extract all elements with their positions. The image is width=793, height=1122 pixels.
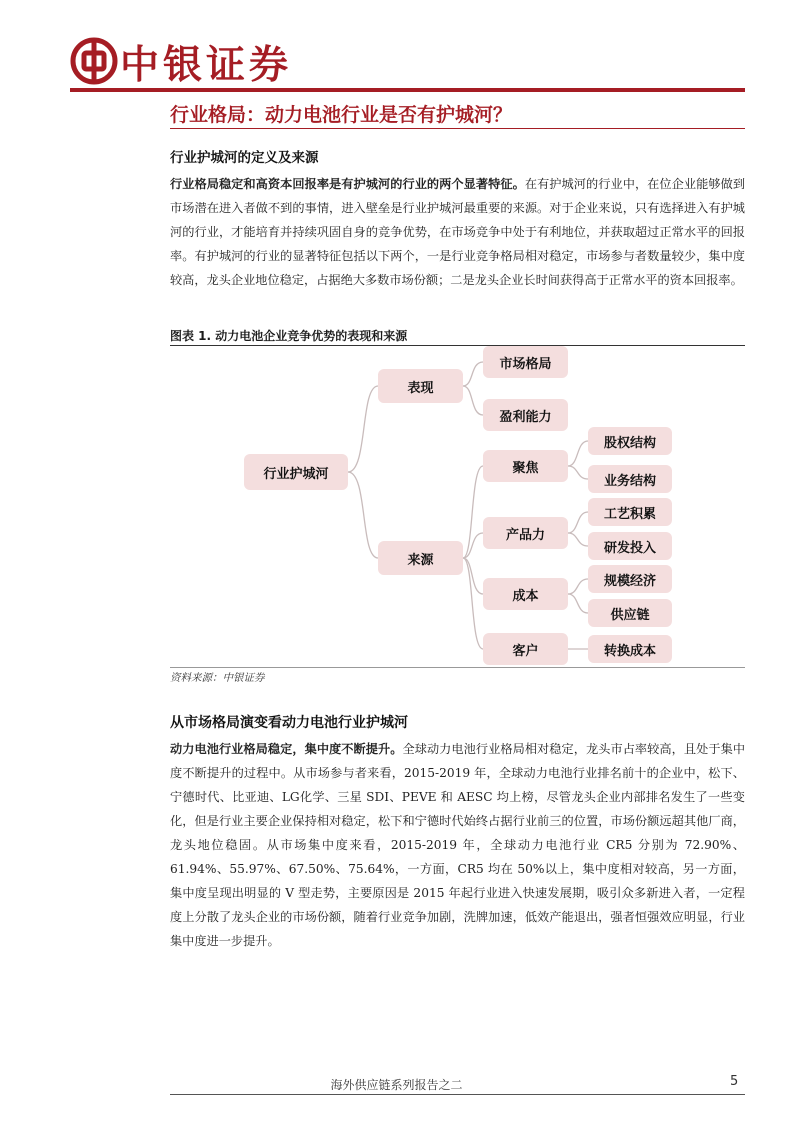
node-economies-of-scale: 规模经济 [588, 565, 672, 593]
paragraph-market-evolution [170, 737, 745, 953]
node-process-accumulation: 工艺积累 [588, 498, 672, 526]
subheading-market-evolution: 从市场格局演变看动力电池行业护城河 [170, 715, 408, 731]
node-product-strength: 产品力 [483, 517, 568, 549]
node-equity-structure: 股权结构 [588, 427, 672, 455]
paragraph-body: 在有护城河的行业中，在位企业能够做到市场潜在进入者做不到的事情，进入壁垒是行业护城河最重要的来源。对于企业来说，只有选择进入有护城河的行业，才能培育并持续巩固自身的竞争优势，在市场竞争中处于有利地位，并获取超过正常水平的回报率。有护城河的行业的显著特征包括以下两个，一是行业竞争格局相对稳定，市场参与者数量较少，集中度较高，龙头企业地位稳定，占据绝大多数市场份额；二是龙头企业长时间获得高于正常水平的资本回报率。 [170, 177, 746, 287]
node-switching-cost: 转换成本 [588, 635, 672, 663]
node-cost: 成本 [483, 578, 568, 610]
page-number: 5 [730, 1074, 739, 1089]
node-profitability: 盈利能力 [483, 399, 568, 431]
node-business-structure: 业务结构 [588, 465, 672, 493]
figure-bottom-rule [170, 667, 745, 668]
node-performance: 表现 [378, 369, 463, 403]
node-supply-chain: 供应链 [588, 599, 672, 627]
footer-report-name: 海外供应链系列报告之二 [330, 1078, 463, 1092]
node-customer: 客户 [483, 633, 568, 665]
subheading-moat-definition: 行业护城河的定义及来源 [170, 150, 319, 166]
figure-source: 资料来源：中银证券 [170, 672, 265, 684]
node-focus: 聚焦 [483, 450, 568, 482]
node-sources: 来源 [378, 541, 463, 575]
section-title: 行业格局：动力电池行业是否有护城河？ [170, 104, 513, 126]
logo-text: 中银证券 [120, 43, 293, 88]
node-rd-investment: 研发投入 [588, 532, 672, 560]
figure-caption: 图表 1. 动力电池企业竞争优势的表现和来源 [170, 329, 408, 343]
node-market-structure: 市场格局 [483, 346, 568, 378]
paragraph-lead: 行业格局稳定和高资本回报率是有护城河的行业的两个显著特征。 [170, 177, 525, 191]
paragraph-body: 全球动力电池行业格局相对稳定，龙头市占率较高，且处于集中度不断提升的过程中。从市场参与者来看，2015-2019 年，全球动力电池行业排名前十的企业中，松下、宁德时代、比亚迪、LG化学、三星 SDI、PEVE 和 AESC 均上榜，尽管龙头企业内部排名发生了一些变化，但是行业主要企业保持相对稳定，松下和宁德时代始终占据行业前三的位置，市场份额远超其他厂商，龙头地位稳固。从市场集中度来看，2015-2019 年，全球动力电池行业 CR5 分别为 72.90%、61.94%、55.97%、67.50%、75.64%，一方面，CR5 均在 50%以上，集中度相对较高，另一方面，集中度呈现出明显的 V 型走势，主要原因是 2015 年起行业进入快速发展期，吸引众多新进入者，一定程度上分散了龙头企业的市场份额，随着行业竞争加剧，洗牌加速，低效产能退出，强者恒强效应明显，行业集中度进一步提升。 [170, 742, 746, 948]
node-root-moat: 行业护城河 [244, 454, 348, 490]
footer-rule [170, 1094, 745, 1095]
paragraph-lead: 动力电池行业格局稳定，集中度不断提升。 [170, 742, 403, 756]
